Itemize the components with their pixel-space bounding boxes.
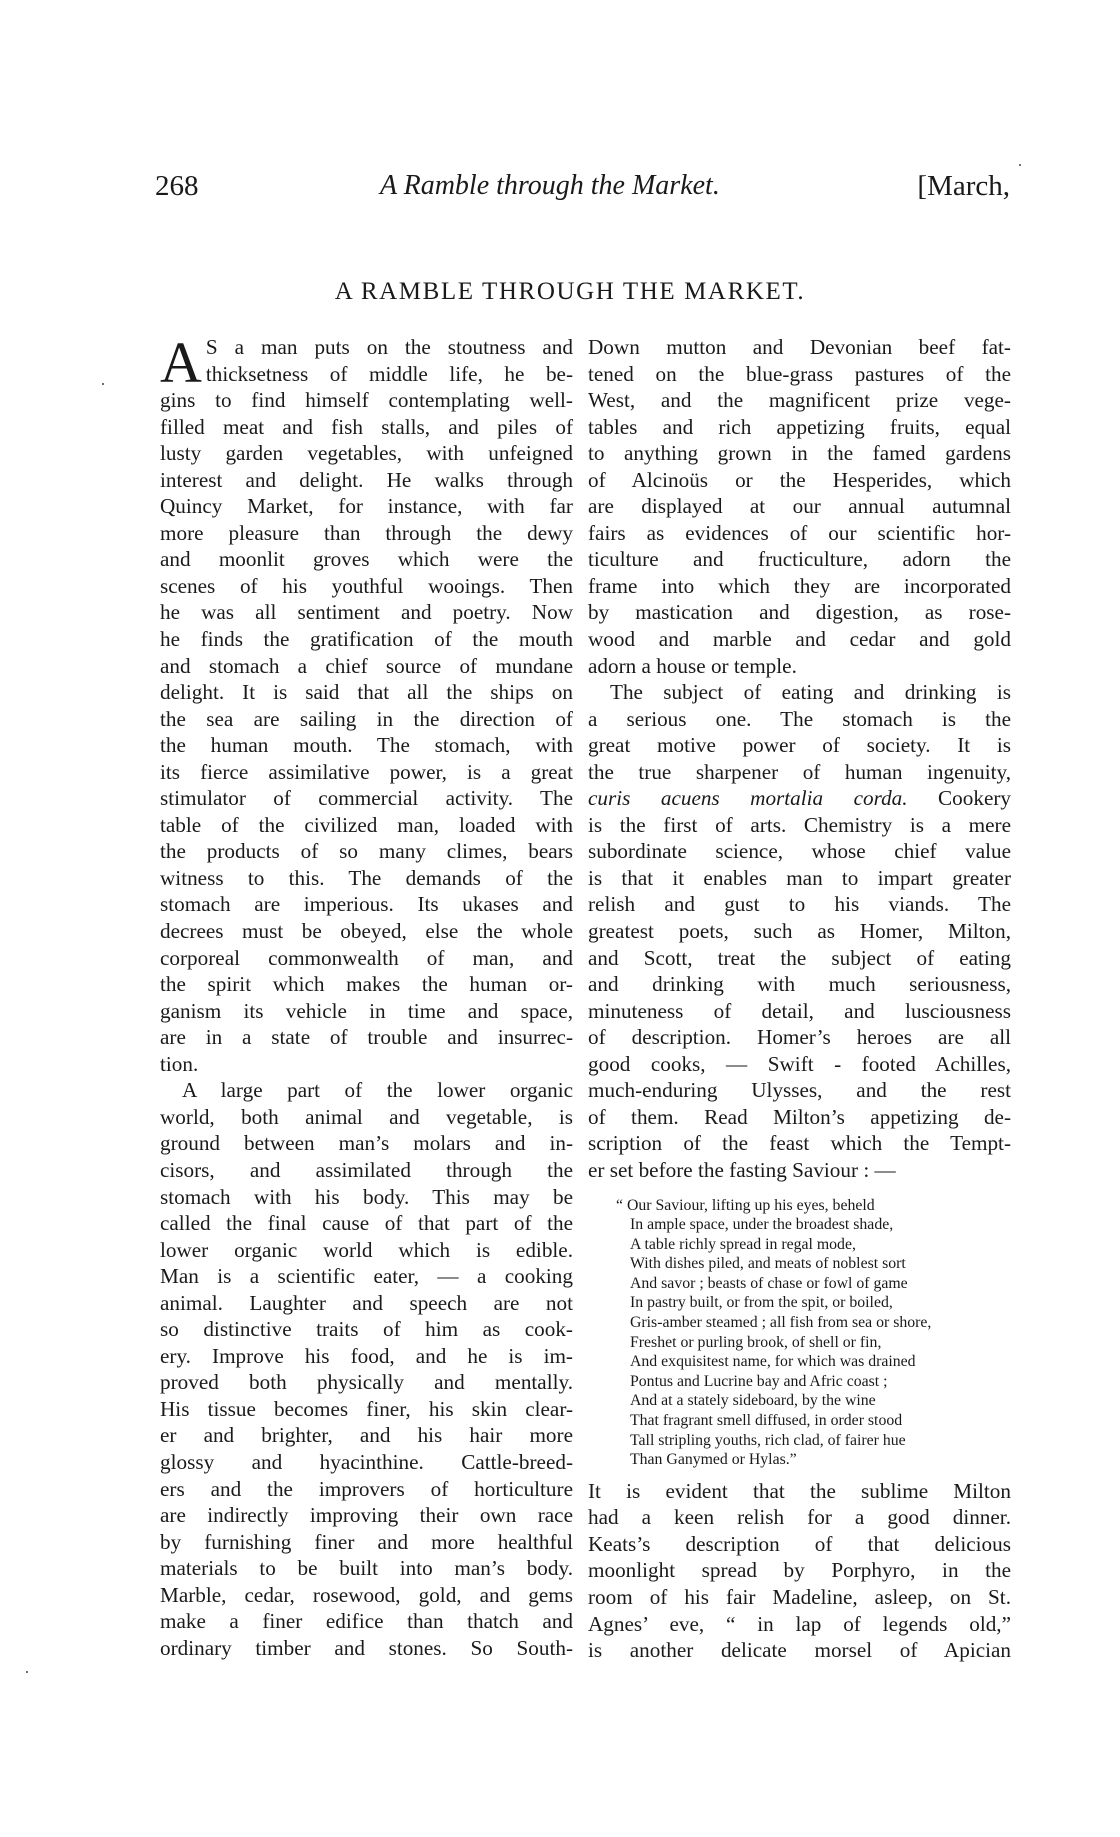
drop-cap: A (160, 330, 202, 395)
verse-line: Gris-amber steamed ; all fish from sea or shore, (630, 1314, 932, 1332)
paragraph-1-lines (160, 330, 573, 1077)
text-line: to anything grown in the famed gardens (588, 441, 1011, 466)
text-line: tened on the blue-grass pastures of the (588, 361, 1011, 386)
paragraph-eating-drinking (588, 679, 1011, 1183)
text-line: corporeal commonwealth of man, and (160, 945, 573, 970)
text-line: are displayed at our annual autumnal (588, 494, 1011, 519)
scan-speck (1019, 164, 1021, 166)
scan-speck (26, 1671, 28, 1673)
latin-quote: curis acuens mortalia corda. (588, 786, 908, 811)
verse-line: “ Our Saviour, lifting up his eyes, beheld (616, 1196, 875, 1214)
text-line: ground between man’s molars and in- (160, 1131, 573, 1156)
text-line: ticulture and fructiculture, adorn the (588, 547, 1011, 572)
text-line: thicksetness of middle life, he be- (205, 361, 573, 386)
paragraph-continued-lines (588, 334, 1011, 679)
text-line: table of the civilized man, loaded with (160, 812, 573, 837)
verse-line: In ample space, under the broadest shade, (630, 1216, 894, 1234)
text-line: Keats’s description of that delicious (588, 1531, 1011, 1556)
text-line: relish and gust to his viands. The (588, 892, 1011, 917)
text-line: called the final cause of that part of the (160, 1211, 573, 1236)
text-line: is another delicate morsel of Apician (588, 1638, 1011, 1663)
text-line: S a man puts on the stoutness and (205, 335, 573, 359)
text-line: the products of so many climes, bears (160, 839, 573, 864)
text-line: and drinking with much seriousness, (588, 972, 1011, 997)
verse-line: And exquisitest name, for which was drained (630, 1353, 916, 1371)
text-line: good cooks, — Swift - footed Achilles, (588, 1051, 1011, 1076)
text-line: glossy and hyacinthine. Cattle-breed- (160, 1449, 573, 1474)
scan-speck (102, 383, 104, 385)
verse-line: That fragrant smell diffused, in order stood (630, 1412, 903, 1430)
paragraph-eating-lines-b (588, 812, 1011, 1184)
text-line: fairs as evidences of our scientific hor- (588, 520, 1011, 545)
text-line: er and brighter, and his hair more (160, 1423, 573, 1448)
text-line: minuteness of detail, and lusciousness (588, 998, 1011, 1023)
text-line: tion. (160, 1051, 199, 1076)
text-line: Man is a scientific eater, — a cooking (160, 1264, 573, 1289)
verse-line: In pastry built, or from the spit, or boiled, (630, 1294, 893, 1312)
text-line: stimulator of commercial activity. The (160, 786, 573, 811)
text-line: interest and delight. He walks through (160, 467, 573, 492)
verse-line: Freshet or purling brook, of shell or fin, (630, 1333, 882, 1351)
text-line: lower organic world which is edible. (160, 1237, 573, 1262)
issue-date-mark: [March, (917, 170, 1010, 202)
text-line: stomach with his body. This may be (160, 1184, 573, 1209)
text-line: make a finer edifice than thatch and (160, 1609, 573, 1634)
text-line: stomach are imperious. Its ukases and (160, 892, 573, 917)
paragraph-2-lines (160, 1077, 573, 1661)
text-line: greatest poets, such as Homer, Milton, (588, 919, 1011, 944)
text-line: moonlight spread by Porphyro, in the (588, 1558, 1011, 1583)
text-line: animal. Laughter and speech are not (160, 1290, 573, 1315)
text-line: by mastication and digestion, as rose- (588, 600, 1011, 625)
text-line: filled meat and fish stalls, and piles of (160, 414, 573, 439)
text-line: the true sharpener of human ingenuity, (588, 759, 1011, 784)
page-number: 268 (155, 170, 199, 202)
text-line: and stomach a chief source of mundane (160, 653, 573, 678)
text-line: wood and marble and cedar and gold (588, 627, 1011, 652)
text-line: he was all sentiment and poetry. Now (160, 600, 573, 625)
text-line: decrees must be obeyed, else the whole (160, 919, 573, 944)
text-line: world, both animal and vegetable, is (160, 1104, 573, 1129)
text-line: is that it enables man to impart greater (588, 865, 1011, 890)
text-line: so distinctive traits of him as cook- (160, 1317, 573, 1342)
text-line: and moonlit groves which were the (160, 547, 573, 572)
text-line: subordinate science, whose chief value (588, 839, 1011, 864)
text-line: its fierce assimilative power, is a great (160, 759, 573, 784)
text-line: The subject of eating and drinking is (610, 680, 1011, 705)
paragraph-eating-lines-a (588, 679, 1011, 785)
text-line: great motive power of society. It is (588, 733, 1011, 758)
text-line: Quincy Market, for instance, with far (160, 494, 573, 519)
verse-line: And savor ; beasts of chase or fowl of game (630, 1274, 908, 1292)
paragraph-milton-keats (588, 1478, 1011, 1664)
paragraph-continued (588, 334, 1011, 679)
right-column (588, 334, 1011, 1664)
text-line: and Scott, treat the subject of eating (588, 945, 1011, 970)
text-line: scription of the feast which the Tempt- (588, 1131, 1011, 1156)
text-line: delight. It is said that all the ships on (160, 680, 573, 705)
text-line: tables and rich appetizing fruits, equal (588, 414, 1011, 439)
text-line: A large part of the lower organic (182, 1078, 573, 1103)
text-line: lusty garden vegetables, with unfeigned (160, 441, 573, 466)
paragraph-milton-keats-lines (588, 1478, 1011, 1664)
text-line: the spirit which makes the human or- (160, 972, 573, 997)
text-line: Agnes’ eve, “ in lap of legends old,” (588, 1611, 1011, 1636)
text-line: more pleasure than through the dewy (160, 520, 573, 545)
text-line: he finds the gratification of the mouth (160, 627, 573, 652)
text-line: of Alcinoüs or the Hesperides, which (588, 467, 1011, 492)
text-line: Down mutton and Devonian beef fat- (588, 335, 1011, 359)
text-line: is the first of arts. Chemistry is a mere (588, 812, 1011, 837)
text-line: had a keen relish for a good dinner. (588, 1505, 1011, 1530)
text-line: of them. Read Milton’s appetizing de- (588, 1104, 1011, 1129)
text-line: His tissue becomes finer, his skin clear- (160, 1396, 573, 1421)
latin-quote-line: curis acuens mortalia corda. Cookery (588, 786, 1012, 811)
text-line: cisors, and assimilated through the (160, 1157, 573, 1182)
text-line: room of his fair Madeline, asleep, on St. (588, 1585, 1011, 1609)
text-line: gins to find himself contemplating well- (160, 388, 573, 413)
paragraph-2 (160, 1077, 573, 1661)
text-line: are in a state of trouble and insurrec- (160, 1025, 573, 1050)
text-line: proved both physically and mentally. (160, 1370, 573, 1395)
running-title: A Ramble through the Market. (380, 170, 720, 201)
verse-line: Pontus and Lucrine bay and Afric coast ; (630, 1372, 888, 1390)
left-column (160, 330, 573, 1661)
verse-line: And at a stately sideboard, by the wine (630, 1392, 876, 1410)
text-line: witness to this. The demands of the (160, 865, 573, 890)
verse-line: Than Ganymed or Hylas.” (630, 1451, 797, 1469)
text-line: by furnishing finer and more healthful (160, 1529, 573, 1554)
text-line: er set before the fasting Saviour : — (588, 1157, 896, 1182)
text-line: the sea are sailing in the direction of (160, 706, 573, 731)
text-line: frame into which they are incorporated (588, 573, 1011, 598)
text-line: Marble, cedar, rosewood, gold, and gems (160, 1582, 573, 1607)
text-line: materials to be built into man’s body. (160, 1556, 573, 1581)
paragraph-1 (160, 330, 573, 1077)
text-line: ery. Improve his food, and he is im- (160, 1343, 573, 1368)
article-title: A RAMBLE THROUGH THE MARKET. (334, 278, 806, 305)
text-line: ordinary timber and stones. So South- (160, 1635, 573, 1660)
text-line: a serious one. The stomach is the (588, 706, 1011, 731)
running-head (155, 170, 1010, 210)
text-line: are indirectly improving their own race (160, 1503, 573, 1528)
verse-line: A table richly spread in regal mode, (630, 1235, 856, 1253)
text-line: ganism its vehicle in time and space, (160, 998, 573, 1023)
verse-line: With dishes piled, and meats of noblest sort (630, 1255, 906, 1273)
text-line: the human mouth. The stomach, with (160, 733, 573, 758)
text-line: West, and the magnificent prize vege- (588, 388, 1011, 413)
text-line: ers and the improvers of horticulture (160, 1476, 573, 1501)
text-line: adorn a house or temple. (588, 653, 797, 678)
text-line: It is evident that the sublime Milton (588, 1478, 1011, 1503)
milton-verse-quote (616, 1196, 1011, 1470)
verse-line: Tall stripling youths, rich clad, of fairer hue (630, 1431, 906, 1449)
text-line: much-enduring Ulysses, and the rest (588, 1078, 1011, 1103)
text-line: of description. Homer’s heroes are all (588, 1025, 1011, 1050)
text-line: scenes of his youthful wooings. Then (160, 573, 573, 598)
